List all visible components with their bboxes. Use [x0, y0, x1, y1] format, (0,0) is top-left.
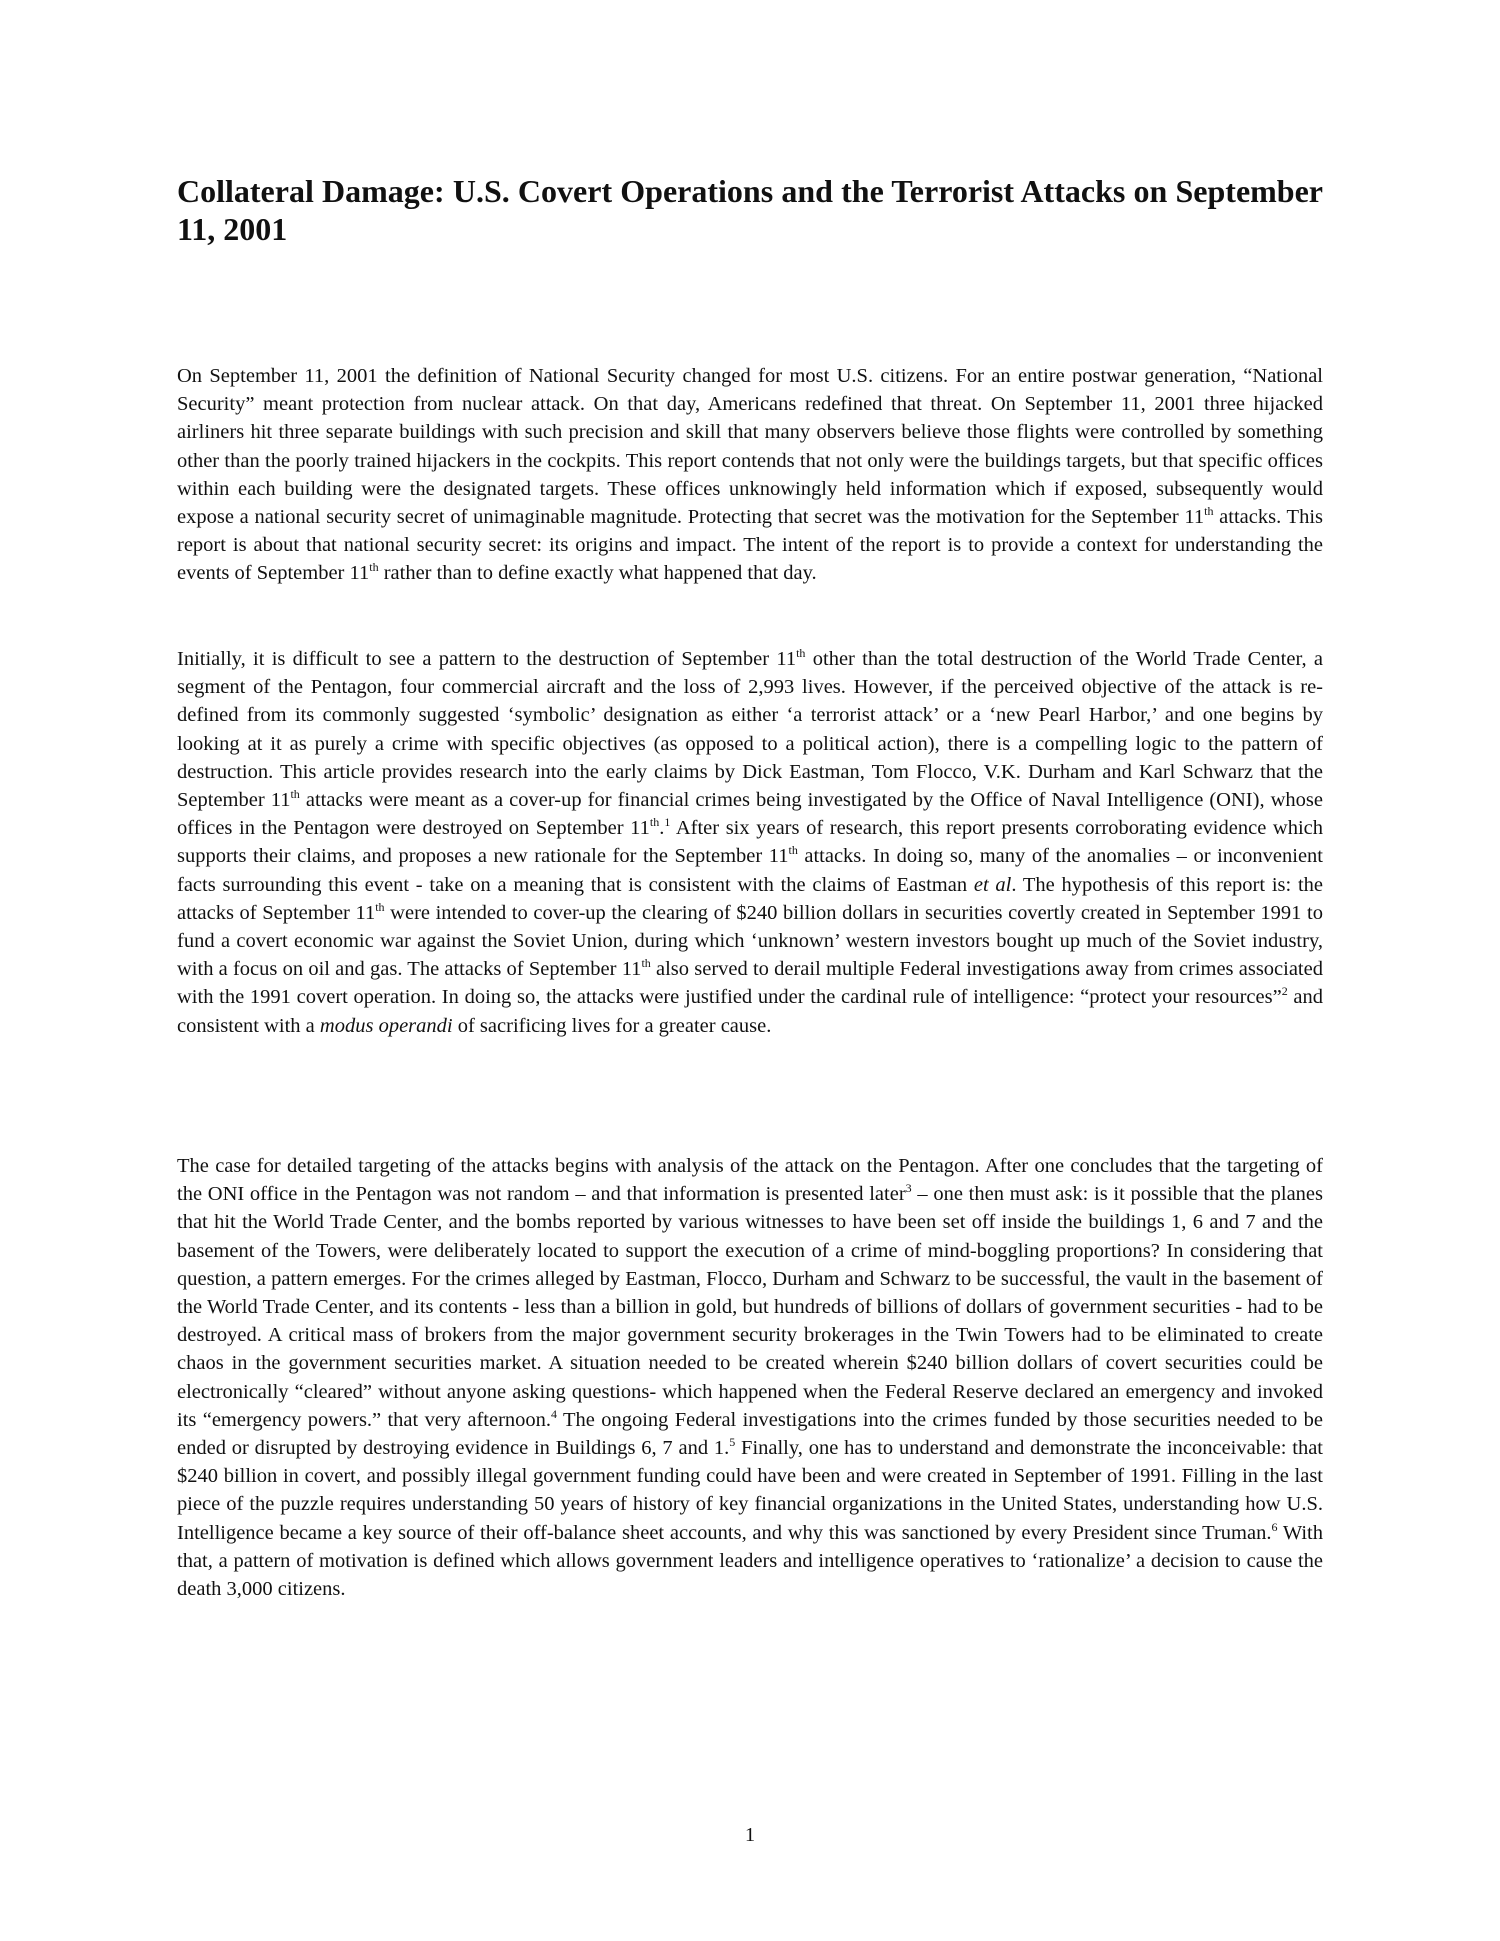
text-run: Finally, one has to understand and demonstrate the inconceivable: that $240 billion in covert, and possibly illegal government funding could have been and were created in September of 1991. Filling in the last piece of the puzzle requires understanding 50 years of history of key financial organizations in the United States, understanding how U.S. Intelligence became a key source of their off-balance sheet accounts, and why this was sanctioned by every President since Truman.	[177, 1437, 1324, 1544]
superscript: th	[1204, 504, 1214, 519]
paragraph-2	[177, 645, 1323, 1040]
text-run: . The hypothesis of this report is: the attacks of September 11	[177, 873, 1323, 924]
italic-text: et al	[973, 873, 1012, 896]
superscript: 4	[551, 1407, 558, 1421]
superscript: th	[649, 815, 660, 830]
text-run: attacks were meant as a cover-up for financial crimes being investigated by the Office of Naval Intelligence (ONI), whose offices in the Pentagon were destroyed on September 11	[177, 789, 1323, 840]
text-run: of sacrificing lives for a greater cause.	[452, 1014, 772, 1037]
superscript: 6	[1271, 1519, 1278, 1534]
text-run: The ongoing Federal investigations into the crimes funded by those securities needed to be ended or disrupted by destroying evidence in Buildings 6, 7 and 1.	[177, 1408, 1323, 1460]
document-page	[177, 0, 1323, 1941]
text-run: rather than to define exactly what happened that day.	[378, 562, 817, 585]
text-run: also served to derail multiple Federal investigations away from crimes associated with the 1991 covert operation. In doing so, the attacks were justified under the cardinal rule of intelligence: “protect your resources”	[177, 958, 1323, 1009]
italic-text: modus operandi	[319, 1014, 453, 1037]
page-number: 1	[744, 1824, 756, 1846]
superscript: th	[641, 956, 651, 971]
text-run: other than the total destruction of the World Trade Center, a segment of the Pentagon, four commercial aircraft and the loss of 2,993 lives. However, if the perceived objective of the attack is re-defined from its commonly suggested ‘symbolic’ designation as either ‘a terrorist attack’ or a ‘new Pearl Harbor,’ and one begins by looking at it as purely a crime with specific objectives (as opposed to a political action), there is a compelling logic to the pattern of destruction. This article provides research into the early claims by Dick Eastman, Tom Flocco, V.K. Durham and Karl Schwarz that the September 11	[177, 648, 1324, 812]
text-run: attacks. In doing so, many of the anomalies – or inconvenient facts surrounding this event - take on a meaning that is consistent with the claims of Eastman	[177, 845, 1323, 896]
paragraph-1	[177, 362, 1323, 588]
text-run: After six years of research, this report presents corroborating evidence which supports their claims, and proposes a new rationale for the September 11	[177, 817, 1324, 868]
superscript: th	[375, 900, 385, 914]
text-run: On September 11, 2001 the definition of National Security changed for most U.S. citizens. For an entire postwar generation, “National Security” meant protection from nuclear attack. On that day, Americans redefined that threat. On September 11, 2001 three hijacked airliners hit three separate buildings with such precision and skill that many observers believe those flights were controlled by something other than the poorly trained hijackers in the cockpits. This report contends that not only were the buildings targets, but that specific offices within each building were the designated targets. These offices unknowingly held information which if exposed, subsequently would expose a national security secret of unimaginable magnitude. Protecting that secret was the motivation for the September 11	[177, 365, 1323, 529]
superscript: 5	[729, 1435, 736, 1450]
superscript: th	[796, 646, 806, 661]
text-run: were intended to cover-up the clearing of $240 billion dollars in securities covertly created in September 1991 to fund a covert economic war against the Soviet Union, during which ‘unknown’ western investors bought up much of the Soviet industry, with a focus on oil and gas. The attacks of September 11	[177, 901, 1323, 981]
text-run: With that, a pattern of motivation is defined which allows government leaders and intelligence operatives to ‘rationalize’ a decision to cause the death 3,000 citizens.	[177, 1521, 1323, 1601]
text-run: and consistent with a	[177, 986, 1323, 1037]
paragraph-3	[177, 1152, 1323, 1603]
text-run: The case for detailed targeting of the attacks begins with analysis of the attack on the Pentagon. After one concludes that the targeting of the ONI office in the Pentagon was not random – and that information is presented later	[177, 1155, 1323, 1206]
superscript: 2	[1281, 984, 1288, 999]
text-run: .	[659, 817, 665, 840]
document-title: Collateral Damage: U.S. Covert Operations and the Terrorist Attacks on September 11, 2001	[177, 173, 1323, 247]
superscript: 3	[905, 1181, 912, 1196]
text-run: – one then must ask: is it possible that the planes that hit the World Trade Center, and the bombs reported by various witnesses to have been set off inside the buildings 1, 6 and 7 and the basement of the Towers, were deliberately located to support the execution of a crime of mind-boggling proportions? In considering that question, a pattern emerges. For the crimes alleged by Eastman, Flocco, Durham and Schwarz to be successful, the vault in the basement of the World Trade Center, and its contents - less than a billion in gold, but hundreds of billions of dollars of government securities - had to be destroyed. A critical mass of brokers from the major government security brokerages in the Twin Towers had to be eliminated to create chaos in the government securities market. A situation needed to be created wherein $240 billion dollars of covert securities could be electronically “cleared” without anyone asking questions- which happened when the Federal Reserve declared an emergency and invoked its “emergency powers.” that very afternoon.	[177, 1183, 1323, 1431]
text-run: Initially, it is difficult to see a pattern to the destruction of September 11	[177, 648, 797, 670]
superscript: th	[788, 843, 798, 858]
superscript: th	[290, 787, 300, 802]
text-run: attacks. This report is about that national security secret: its origins and impact. The intent of the report is to provide a context for understanding the events of September 11	[177, 506, 1323, 585]
superscript: 1	[664, 815, 671, 830]
superscript: th	[369, 560, 379, 575]
